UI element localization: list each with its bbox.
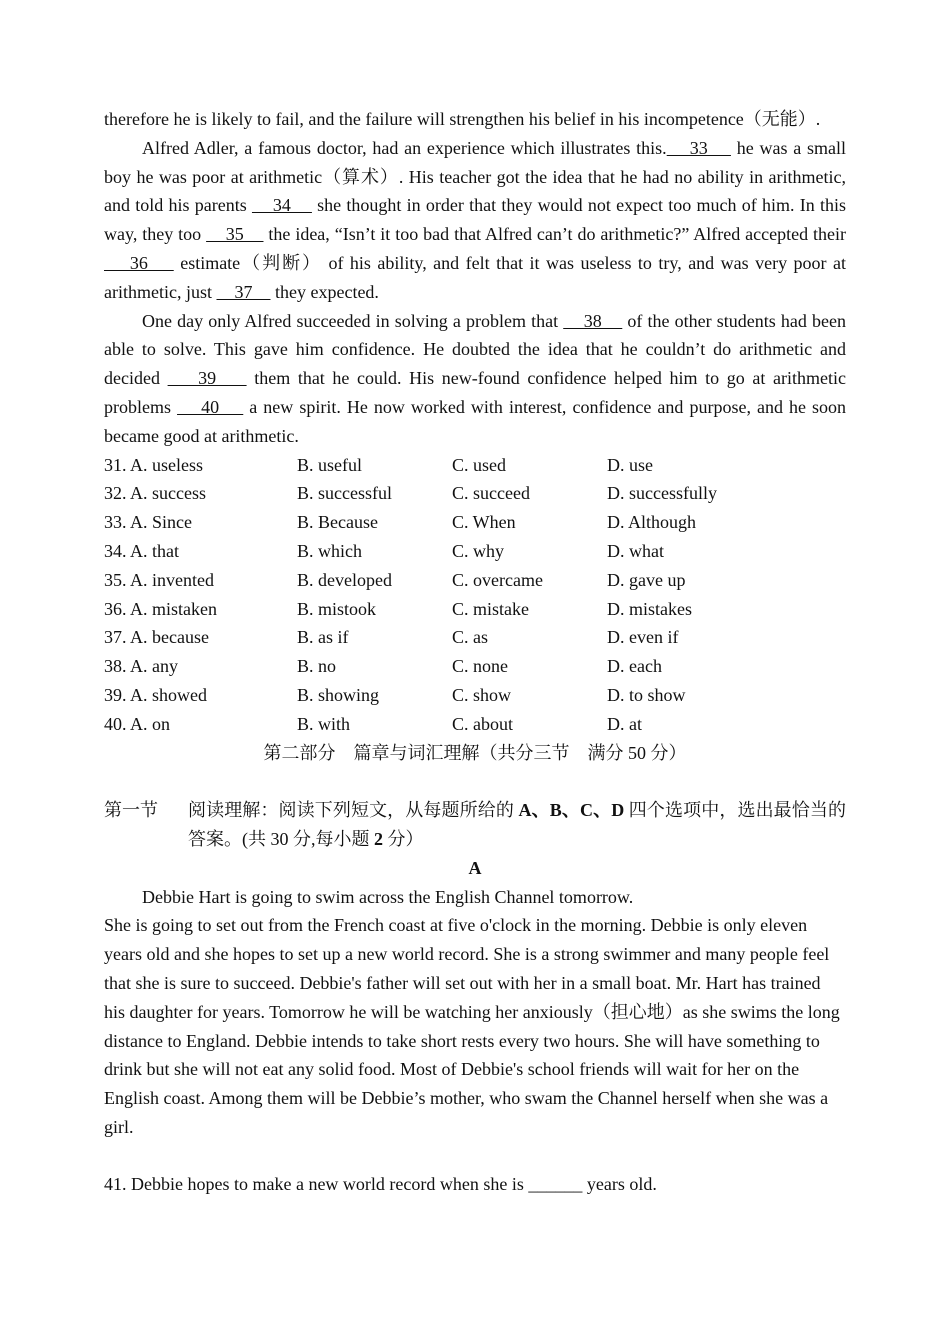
text: One day only Alfred succeeded in solving a problem that (142, 310, 564, 331)
option-row (104, 652, 846, 681)
option-c: C. none (452, 656, 508, 677)
option-c: C. about (452, 713, 513, 734)
text: 阅读理解：阅读下列短文，从每题所给的 (188, 800, 519, 821)
option-a: 31. A. useless (104, 454, 203, 475)
text: 2 (374, 828, 383, 849)
spacer (104, 1142, 846, 1171)
text: them that he could. His new-found confidence helped him to go at arithmetic problems (104, 368, 847, 417)
question-41: 41. Debbie hopes to make a new world record when she is ______ years old. (104, 1174, 657, 1195)
answer-options-table (104, 451, 846, 739)
option-a: 38. A. any (104, 656, 178, 677)
option-row (104, 623, 846, 652)
option-d: D. gave up (607, 569, 686, 590)
option-c: C. succeed (452, 483, 530, 504)
blank-37: 37 (216, 281, 271, 302)
option-d: D. to show (607, 684, 686, 705)
text: he was a small boy he was poor at arithmetic（算术）. His teacher got the idea that he had no ability in arithmetic, and told his parents (104, 137, 847, 216)
passage-heading: A (468, 857, 482, 878)
text: the idea, “Isn’t it too bad that Alfred can’t do arithmetic?” Alfred accepted their (263, 224, 847, 245)
passage-a-first-line: Debbie Hart is going to swim across the English Channel tomorrow. (142, 886, 634, 907)
blank-36: 36 (104, 252, 174, 273)
option-row (104, 451, 846, 480)
option-b: B. no (297, 656, 337, 677)
option-b: B. with (297, 713, 351, 734)
section-instructions (188, 796, 846, 854)
option-a: 37. A. because (104, 627, 209, 648)
spacer (104, 767, 846, 796)
option-row (104, 681, 846, 710)
option-d: D. successfully (607, 483, 717, 504)
option-c: C. used (452, 454, 506, 475)
text: estimate（判断） of his ability, and felt that it was useless to try, and was very poor at arithmetic, just (104, 252, 846, 302)
option-a: 39. A. showed (104, 684, 207, 705)
option-b: B. useful (297, 454, 362, 475)
blank-35: 35 (206, 224, 264, 245)
option-d: D. what (607, 540, 664, 561)
passage-end-paragraph-3 (104, 307, 846, 451)
text: she thought in order that they would not expect too much of him. In this way, they too (104, 195, 846, 245)
option-c: C. why (452, 540, 505, 561)
option-b: B. showing (297, 684, 380, 705)
blank-34: 34 (251, 195, 312, 216)
blank-40: 40 (177, 396, 244, 417)
blank-39: 39 (167, 368, 247, 389)
text: 分） (383, 828, 424, 849)
option-row (104, 566, 846, 595)
option-row (104, 710, 846, 739)
text: of the other students had been able to solve. This gave him confidence. He doubted the idea that he couldn’t do arithmetic and decided (104, 310, 847, 389)
option-a: 35. A. invented (104, 569, 214, 590)
option-c: C. mistake (452, 598, 529, 619)
blank-38: 38 (563, 310, 623, 331)
option-b: B. Because (297, 512, 378, 533)
option-row (104, 595, 846, 624)
text: a new spirit. He now worked with interest, confidence and purpose, and he soon became good at arithmetic. (104, 396, 847, 446)
text: 四个选项中，选出最恰当的答案。(共 30 分,每小题 (188, 800, 846, 849)
option-d: D. mistakes (607, 598, 692, 619)
passage-end-paragraph-1: therefore he is likely to fail, and the failure will strengthen his belief in his incompetence（无能）. (104, 109, 821, 129)
option-d: D. at (607, 713, 642, 734)
option-b: B. developed (297, 569, 392, 590)
option-d: D. each (607, 656, 662, 677)
option-a: 32. A. success (104, 483, 206, 504)
blank-33: 33 (666, 137, 731, 158)
option-a: 34. A. that (104, 540, 179, 561)
passage-end-paragraph-2 (104, 134, 846, 307)
document-page (104, 105, 846, 1199)
option-a: 40. A. on (104, 713, 171, 734)
option-b: B. mistook (297, 598, 377, 619)
option-d: D. use (607, 454, 653, 475)
text: they expected. (270, 281, 379, 302)
option-a: 33. A. Since (104, 512, 192, 533)
option-row (104, 537, 846, 566)
option-c: C. show (452, 684, 512, 705)
option-c: C. overcame (452, 569, 543, 590)
option-row (104, 508, 846, 537)
section-one-instructions (104, 796, 846, 854)
option-b: B. which (297, 540, 362, 561)
passage-a-body: She is going to set out from the French coast at five o'clock in the morning. Debbie is only eleven years old and she hopes to set up a new world record. She is a strong swimmer and many people feel that she is sure to succeed. Debbie's father will set out with her in a small boat. Mr. Hart has trained his daughter for years. Tomorrow he will be watching her anxiously（担心地）as she swims the long distance to England. Debbie intends to take short rests every two hours. She will have something to drink but she will not eat any solid food. Most of Debbie's school friends will wait for her on the English coast. Among them will be Debbie’s mother, who swam the Channel herself when she was a girl. (104, 915, 840, 1137)
option-c: C. as (452, 627, 488, 648)
text: A、B、C、D (518, 800, 625, 821)
option-d: D. Although (607, 512, 697, 533)
option-d: D. even if (607, 627, 679, 648)
option-b: B. successful (297, 483, 392, 504)
option-b: B. as if (297, 627, 349, 648)
part-two-title: 第二部分 篇章与词汇理解（共分三节 满分 50 分） (263, 742, 687, 763)
option-a: 36. A. mistaken (104, 598, 217, 619)
option-c: C. When (452, 512, 516, 533)
option-row (104, 479, 846, 508)
section-label: 第一节 (104, 800, 158, 821)
text: Alfred Adler, a famous doctor, had an experience which illustrates this. (142, 137, 667, 158)
